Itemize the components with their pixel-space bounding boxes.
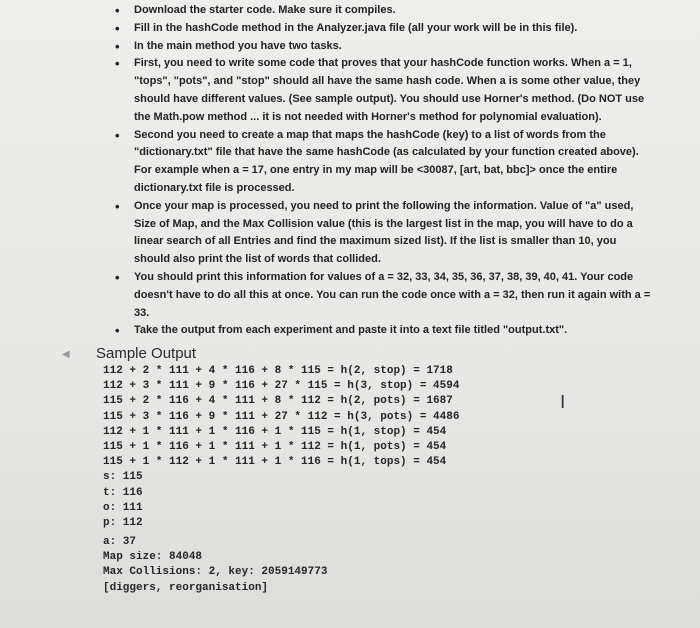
code-line: 115 + 1 * 112 + 1 * 111 + 1 * 116 = h(1, tops) = 454 xyxy=(103,456,447,469)
result-line: a: 37 xyxy=(103,536,137,548)
result-line: Map size: 84048 xyxy=(103,551,203,564)
sample-output-code xyxy=(103,364,459,531)
bullet-icon: • xyxy=(115,20,120,36)
bullet-icon: • xyxy=(115,56,120,72)
list-item: • You should print this information for values of a = 32, 33, 34, 35, 36, 37, 38, 39, 40, 41. Your code doesn't have to do all this at once. You can run the code once with a = 32, then run it again with a = 33. xyxy=(115,269,651,319)
code-line: 112 + 1 * 111 + 1 * 116 + 1 * 115 = h(1, stop) = 454 xyxy=(103,425,447,438)
sample-output-results xyxy=(103,535,327,596)
code-line: s: 115 xyxy=(103,471,143,484)
list-item: • Second you need to create a map that maps the hashCode (key) to a list of words from the "dictionary.txt" file that have the same hashCode (as calculated by your function created above). For example when a = 17, one entry in my map will be <30087, [art, bat, bbc]> once the entire dictionary.txt file is processed. xyxy=(115,127,639,194)
code-line: 112 + 3 * 111 + 9 * 116 + 27 * 115 = h(3, stop) = 4594 xyxy=(103,380,460,393)
list-item: • In the main method you have two tasks. xyxy=(115,38,342,54)
code-line: 112 + 2 * 111 + 4 * 116 + 8 * 115 = h(2, stop) = 1718 xyxy=(103,365,453,377)
list-item: • First, you need to write some code that proves that your hashCode function works. When a = 1, "tops", "pots", and "stop" should all have the same hash code. When a is some other value, they should have different values. (See sample output). You should use Horner's method. (Do NOT use the Math.pow method ... it is not needed with Horner's method for polynomial evaluation). xyxy=(115,56,645,123)
bullet-icon: • xyxy=(115,127,120,143)
code-line: 115 + 3 * 116 + 9 * 111 + 27 * 112 = h(3, pots) = 4486 xyxy=(103,410,460,423)
code-line: t: 116 xyxy=(103,486,143,499)
collapse-arrow-icon: ◀ xyxy=(62,349,70,360)
code-line: p: 112 xyxy=(103,517,143,530)
result-line: Max Collisions: 2, key: 2059149773 xyxy=(103,566,328,579)
code-line: 115 + 2 * 116 + 4 * 111 + 8 * 112 = h(2, pots) = 1687 xyxy=(103,395,453,408)
list-item: • Once your map is processed, you need to print the following the information. Value of "a" used, Size of Map, and the Max Collision value (this is the largest list in the map, you will have to do a linear search of all Entries and find the maximum sized list). If the list is smaller than 10, you should also print the list of words that collided. xyxy=(115,198,634,266)
instructions-list xyxy=(0,2,700,340)
bullet-icon: • xyxy=(115,269,120,285)
sample-output-heading: Sample Output xyxy=(96,345,197,362)
text-cursor-icon: I xyxy=(560,392,566,413)
bullet-icon: • xyxy=(115,198,120,214)
list-item: • Download the starter code. Make sure it compiles. xyxy=(115,3,396,18)
bullet-icon: • xyxy=(115,3,120,18)
list-item: • Take the output from each experiment and paste it into a text file titled "output.txt". xyxy=(115,323,568,339)
bullet-icon: • xyxy=(115,38,120,54)
result-line: [diggers, reorganisation] xyxy=(103,581,269,594)
list-item: • Fill in the hashCode method in the Analyzer.java file (all your work will be in this file). xyxy=(115,20,578,36)
code-line: 115 + 1 * 116 + 1 * 111 + 1 * 112 = h(1, pots) = 454 xyxy=(103,441,447,454)
bullet-icon: • xyxy=(115,323,120,339)
code-line: o: 111 xyxy=(103,501,143,514)
